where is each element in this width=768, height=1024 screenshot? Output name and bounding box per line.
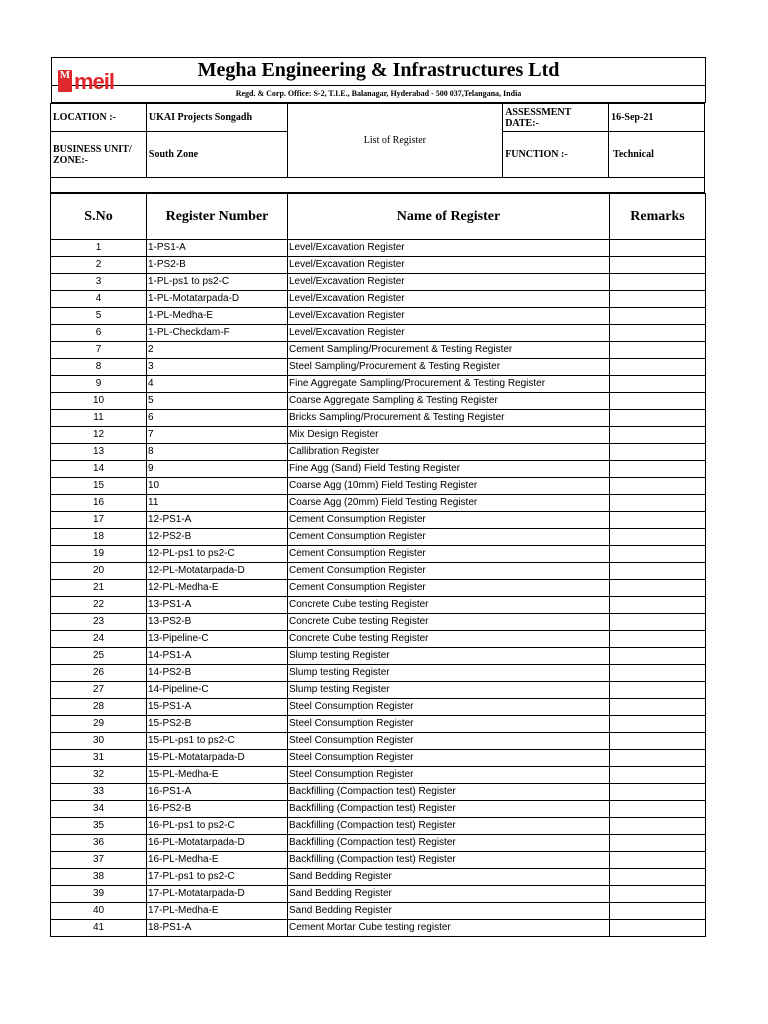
logo-text: meil [74,69,115,94]
table-row [51,325,706,342]
cell-sno: 1 [51,240,147,257]
cell-sno: 3 [51,274,147,291]
cell-remarks [610,495,706,512]
cell-remarks [610,750,706,767]
cell-register-number: 16-PL-Motatarpada-D [147,835,288,852]
cell-register-name: Concrete Cube testing Register [288,597,610,614]
cell-remarks [610,614,706,631]
assessment-date-label: ASSESSMENT DATE:- [503,104,609,132]
table-row [51,869,706,886]
document-header [51,57,706,103]
cell-register-name: Coarse Agg (20mm) Field Testing Register [288,495,610,512]
cell-remarks [610,631,706,648]
cell-sno: 39 [51,886,147,903]
cell-sno: 12 [51,427,147,444]
column-header-name-of-register: Name of Register [288,194,610,240]
cell-register-number: 16-PS2-B [147,801,288,818]
cell-register-number: 1-PS2-B [147,257,288,274]
cell-sno: 2 [51,257,147,274]
function-value: Technical [609,132,705,178]
cell-register-name: Coarse Aggregate Sampling & Testing Register [288,393,610,410]
cell-register-name: Fine Agg (Sand) Field Testing Register [288,461,610,478]
cell-register-name: Cement Consumption Register [288,546,610,563]
cell-register-number: 13-PS2-B [147,614,288,631]
cell-register-name: Concrete Cube testing Register [288,614,610,631]
cell-sno: 23 [51,614,147,631]
cell-register-number: 15-PL-Motatarpada-D [147,750,288,767]
cell-register-name: Steel Consumption Register [288,767,610,784]
table-row [51,563,706,580]
cell-sno: 10 [51,393,147,410]
cell-sno: 22 [51,597,147,614]
cell-sno: 28 [51,699,147,716]
cell-register-number: 11 [147,495,288,512]
cell-register-number: 12-PS2-B [147,529,288,546]
cell-remarks [610,784,706,801]
cell-register-name: Bricks Sampling/Procurement & Testing Register [288,410,610,427]
cell-remarks [610,342,706,359]
cell-remarks [610,393,706,410]
function-label: FUNCTION :- [503,132,609,178]
cell-register-number: 18-PS1-A [147,920,288,937]
table-row [51,308,706,325]
cell-register-number: 10 [147,478,288,495]
cell-remarks [610,512,706,529]
cell-remarks [610,580,706,597]
cell-remarks [610,920,706,937]
cell-sno: 30 [51,733,147,750]
cell-register-number: 15-PL-Medha-E [147,767,288,784]
table-row [51,495,706,512]
table-row [51,614,706,631]
cell-register-number: 15-PL-ps1 to ps2-C [147,733,288,750]
cell-register-number: 1-PS1-A [147,240,288,257]
cell-remarks [610,444,706,461]
cell-remarks [610,240,706,257]
cell-register-name: Steel Consumption Register [288,750,610,767]
register-rows [51,240,706,937]
cell-remarks [610,716,706,733]
table-row [51,716,706,733]
cell-remarks [610,274,706,291]
cell-sno: 27 [51,682,147,699]
cell-sno: 19 [51,546,147,563]
cell-remarks [610,869,706,886]
cell-register-number: 5 [147,393,288,410]
cell-register-number: 6 [147,410,288,427]
cell-register-number: 4 [147,376,288,393]
cell-sno: 8 [51,359,147,376]
cell-sno: 11 [51,410,147,427]
cell-register-name: Coarse Agg (10mm) Field Testing Register [288,478,610,495]
cell-register-number: 1-PL-ps1 to ps2-C [147,274,288,291]
table-row [51,512,706,529]
table-row [51,801,706,818]
cell-sno: 20 [51,563,147,580]
cell-sno: 35 [51,818,147,835]
company-address: Regd. & Corp. Office: S-2, T.I.E., Balanagar, Hyderabad - 500 037,Telangana, India [52,86,705,103]
cell-sno: 18 [51,529,147,546]
cell-register-number: 12-PL-Medha-E [147,580,288,597]
table-row [51,835,706,852]
cell-register-name: Backfilling (Compaction test) Register [288,835,610,852]
table-header-row [51,194,706,240]
cell-register-name: Mix Design Register [288,427,610,444]
table-row [51,444,706,461]
cell-register-name: Slump testing Register [288,648,610,665]
cell-sno: 41 [51,920,147,937]
table-row [51,852,706,869]
cell-register-name: Sand Bedding Register [288,903,610,920]
cell-remarks [610,665,706,682]
cell-sno: 38 [51,869,147,886]
cell-register-number: 16-PL-Medha-E [147,852,288,869]
table-row [51,750,706,767]
cell-register-name: Backfilling (Compaction test) Register [288,784,610,801]
table-row [51,359,706,376]
cell-sno: 29 [51,716,147,733]
table-row [51,257,706,274]
cell-register-number: 17-PL-ps1 to ps2-C [147,869,288,886]
cell-register-name: Slump testing Register [288,665,610,682]
cell-sno: 40 [51,903,147,920]
assessment-date-value: 16-Sep-21 [609,104,705,132]
logo-mark: M [58,70,72,92]
cell-register-name: Callibration Register [288,444,610,461]
cell-register-name: Level/Excavation Register [288,240,610,257]
table-row [51,461,706,478]
cell-register-name: Level/Excavation Register [288,257,610,274]
cell-register-name: Level/Excavation Register [288,291,610,308]
cell-remarks [610,291,706,308]
table-row [51,546,706,563]
cell-register-number: 17-PL-Motatarpada-D [147,886,288,903]
cell-register-number: 13-PS1-A [147,597,288,614]
table-row [51,699,706,716]
cell-sno: 5 [51,308,147,325]
register-table [50,193,706,937]
cell-remarks [610,427,706,444]
table-row [51,648,706,665]
cell-remarks [610,257,706,274]
cell-remarks [610,563,706,580]
cell-remarks [610,903,706,920]
table-row [51,274,706,291]
column-header-sno: S.No [51,194,147,240]
table-row [51,682,706,699]
cell-register-name: Fine Aggregate Sampling/Procurement & Testing Register [288,376,610,393]
cell-sno: 32 [51,767,147,784]
cell-register-name: Steel Sampling/Procurement & Testing Register [288,359,610,376]
cell-remarks [610,478,706,495]
table-row [51,784,706,801]
table-row [51,767,706,784]
cell-register-number: 1-PL-Medha-E [147,308,288,325]
cell-register-number: 14-PS1-A [147,648,288,665]
cell-register-name: Steel Consumption Register [288,716,610,733]
cell-register-name: Level/Excavation Register [288,325,610,342]
cell-remarks [610,767,706,784]
cell-sno: 15 [51,478,147,495]
cell-sno: 17 [51,512,147,529]
cell-remarks [610,852,706,869]
cell-register-name: Backfilling (Compaction test) Register [288,818,610,835]
table-row [51,376,706,393]
table-row [51,733,706,750]
cell-register-name: Slump testing Register [288,682,610,699]
table-row [51,291,706,308]
cell-remarks [610,682,706,699]
cell-register-name: Sand Bedding Register [288,869,610,886]
cell-register-number: 12-PL-Motatarpada-D [147,563,288,580]
cell-sno: 37 [51,852,147,869]
table-row [51,631,706,648]
cell-sno: 7 [51,342,147,359]
table-row [51,410,706,427]
cell-register-name: Backfilling (Compaction test) Register [288,801,610,818]
cell-register-number: 2 [147,342,288,359]
cell-remarks [610,461,706,478]
cell-register-number: 17-PL-Medha-E [147,903,288,920]
cell-register-number: 13-Pipeline-C [147,631,288,648]
cell-register-number: 12-PS1-A [147,512,288,529]
cell-remarks [610,546,706,563]
cell-remarks [610,801,706,818]
cell-sno: 31 [51,750,147,767]
cell-remarks [610,818,706,835]
cell-remarks [610,359,706,376]
cell-register-number: 8 [147,444,288,461]
cell-remarks [610,648,706,665]
cell-sno: 14 [51,461,147,478]
cell-register-name: Cement Consumption Register [288,512,610,529]
cell-register-number: 15-PS1-A [147,699,288,716]
cell-sno: 9 [51,376,147,393]
cell-register-number: 16-PS1-A [147,784,288,801]
cell-register-number: 16-PL-ps1 to ps2-C [147,818,288,835]
cell-remarks [610,410,706,427]
location-label: LOCATION :- [51,104,147,132]
spacer-row [51,178,705,193]
cell-register-number: 14-Pipeline-C [147,682,288,699]
column-header-register-number: Register Number [147,194,288,240]
document-title: List of Register [287,104,503,178]
register-sheet [51,57,706,937]
business-unit-label: BUSINESS UNIT/ ZONE:- [51,132,147,178]
table-row [51,529,706,546]
cell-remarks [610,733,706,750]
cell-register-number: 1-PL-Checkdam-F [147,325,288,342]
cell-register-name: Cement Sampling/Procurement & Testing Register [288,342,610,359]
cell-register-name: Backfilling (Compaction test) Register [288,852,610,869]
cell-remarks [610,308,706,325]
cell-register-number: 9 [147,461,288,478]
cell-sno: 25 [51,648,147,665]
cell-sno: 34 [51,801,147,818]
table-row [51,886,706,903]
cell-register-name: Concrete Cube testing Register [288,631,610,648]
cell-sno: 33 [51,784,147,801]
cell-register-name: Level/Excavation Register [288,308,610,325]
cell-register-name: Cement Consumption Register [288,529,610,546]
cell-register-name: Level/Excavation Register [288,274,610,291]
cell-register-name: Steel Consumption Register [288,699,610,716]
table-row [51,478,706,495]
cell-remarks [610,886,706,903]
company-name: Megha Engineering & Infrastructures Ltd [197,59,560,81]
table-row [51,240,706,257]
cell-remarks [610,325,706,342]
cell-sno: 26 [51,665,147,682]
cell-sno: 16 [51,495,147,512]
cell-sno: 4 [51,291,147,308]
cell-register-number: 1-PL-Motatarpada-D [147,291,288,308]
cell-register-number: 3 [147,359,288,376]
cell-register-name: Cement Mortar Cube testing register [288,920,610,937]
business-unit-value: South Zone [146,132,287,178]
cell-remarks [610,529,706,546]
table-row [51,393,706,410]
table-row [51,665,706,682]
cell-sno: 21 [51,580,147,597]
info-table [50,103,705,193]
cell-sno: 36 [51,835,147,852]
cell-register-name: Cement Consumption Register [288,563,610,580]
cell-register-name: Sand Bedding Register [288,886,610,903]
column-header-remarks: Remarks [610,194,706,240]
cell-register-number: 12-PL-ps1 to ps2-C [147,546,288,563]
cell-sno: 24 [51,631,147,648]
table-row [51,597,706,614]
table-row [51,903,706,920]
cell-register-name: Steel Consumption Register [288,733,610,750]
cell-register-number: 7 [147,427,288,444]
location-value: UKAI Projects Songadh [146,104,287,132]
cell-remarks [610,376,706,393]
table-row [51,580,706,597]
cell-sno: 6 [51,325,147,342]
cell-register-number: 14-PS2-B [147,665,288,682]
cell-remarks [610,835,706,852]
table-row [51,818,706,835]
cell-register-name: Cement Consumption Register [288,580,610,597]
table-row [51,342,706,359]
cell-remarks [610,699,706,716]
cell-register-number: 15-PS2-B [147,716,288,733]
cell-remarks [610,597,706,614]
table-row [51,427,706,444]
table-row [51,920,706,937]
cell-sno: 13 [51,444,147,461]
